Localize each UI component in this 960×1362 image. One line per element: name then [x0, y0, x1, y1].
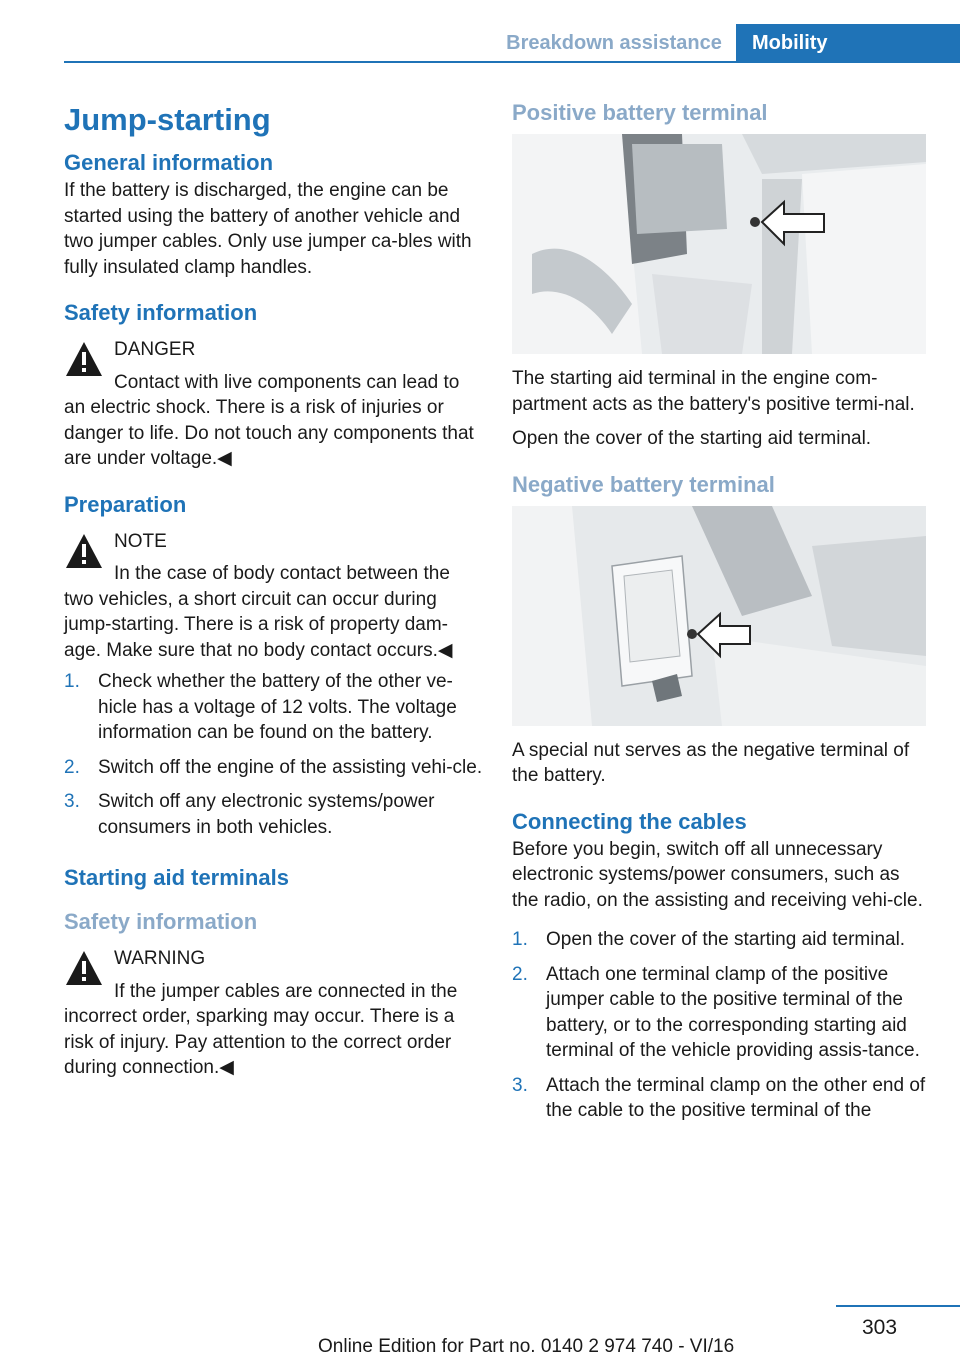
warning-triangle-icon [64, 340, 104, 378]
footer-rule [836, 1305, 960, 1307]
list-item [64, 755, 484, 781]
header-section-label: Breakdown assistance [506, 31, 722, 54]
step-number: 1. [64, 671, 80, 692]
warning-text: If the jumper cables are connected in the incorrect order, sparking may occur. There is a risk of injury. Pay attention to the correct order during connection.◀ [64, 980, 458, 1078]
note-label: NOTE [114, 530, 167, 552]
note-text: In the case of body contact between the two vehicles, a short circuit can occur during jump-starting. There is a risk of property dam‐age. Make sure that no body contact occurs.◀ [64, 563, 453, 661]
positive-terminal-photo [512, 134, 926, 354]
negative-terminal-heading: Negative battery terminal [512, 471, 775, 497]
preparation-heading: Preparation [64, 491, 187, 517]
step-number: 3. [512, 1074, 528, 1096]
right-column [512, 98, 930, 1133]
safety-info-heading: Safety information [64, 300, 258, 325]
step-number: 1. [512, 929, 528, 950]
connecting-cables-heading: Connecting the cables [512, 808, 747, 834]
positive-terminal-heading: Positive battery terminal [512, 100, 768, 125]
list-item [512, 927, 930, 953]
step-text: Switch off any electronic systems/power consumers in both vehicles. [98, 791, 435, 838]
note-notice [64, 526, 484, 664]
danger-text: Contact with live components can lead to an electric shock. There is a risk of injuries or danger to life. Do not touch any components that are under voltage.◀ [64, 371, 474, 469]
list-item [512, 1073, 930, 1124]
page-title: Jump-starting [64, 102, 271, 137]
connecting-cables-text: Before you begin, switch off all unnecessary electronic systems/power consumers, such as the radio, on the assisting and receiving vehi‐cle. [512, 838, 923, 911]
page-number: 303 [862, 1316, 898, 1339]
terminals-heading: Starting aid terminals [64, 865, 289, 890]
preparation-steps [64, 669, 484, 840]
warning-triangle-icon [64, 532, 104, 570]
warning-notice [64, 943, 484, 1081]
general-info-heading: General information [64, 150, 274, 175]
left-column [64, 98, 484, 1081]
connecting-steps [512, 927, 930, 1124]
list-item [64, 669, 484, 746]
danger-notice [64, 334, 484, 472]
list-item [512, 962, 930, 1064]
step-text: Attach one terminal clamp of the positive jumper cable to the positive terminal of the battery, or to the corresponding starting aid terminal of the vehicle providing assis‐tance. [546, 963, 920, 1061]
warning-label: WARNING [114, 948, 206, 969]
danger-label: DANGER [114, 339, 196, 360]
positive-terminal-text: The starting aid terminal in the engine com‐partment acts as the battery's positive termi‐nal. [512, 368, 915, 415]
step-text: Attach the terminal clamp on the other end of the cable to the positive terminal of the [546, 1074, 926, 1121]
warning-triangle-icon [64, 949, 104, 987]
edition-line: Online Edition for Part no. 0140 2 974 740 - VI/16 [318, 1336, 735, 1357]
step-text: Check whether the battery of the other ve‐hicle has a voltage of 12 volts. The voltage information can be found on the battery. [98, 671, 457, 743]
negative-terminal-text: A special nut serves as the negative terminal of the battery. [512, 739, 910, 786]
step-number: 2. [64, 756, 80, 778]
step-number: 3. [64, 791, 80, 812]
header-chapter-tab: Mobility [736, 24, 960, 62]
header-rule [64, 61, 960, 63]
step-text: Open the cover of the starting aid terminal. [546, 929, 906, 950]
terminals-safety-heading: Safety information [64, 909, 258, 934]
step-number: 2. [512, 963, 528, 985]
positive-terminal-text-2: Open the cover of the starting aid terminal. [512, 428, 872, 449]
general-info-text: If the battery is discharged, the engine can be started using the battery of another vehicle and two jumper cables. Only use jumper ca‐bles with fully insulated clamp handles. [64, 180, 472, 278]
list-item [64, 789, 484, 840]
negative-terminal-photo [512, 506, 926, 726]
step-text: Switch off the engine of the assisting vehi‐cle. [98, 756, 483, 778]
page-header [0, 0, 960, 62]
